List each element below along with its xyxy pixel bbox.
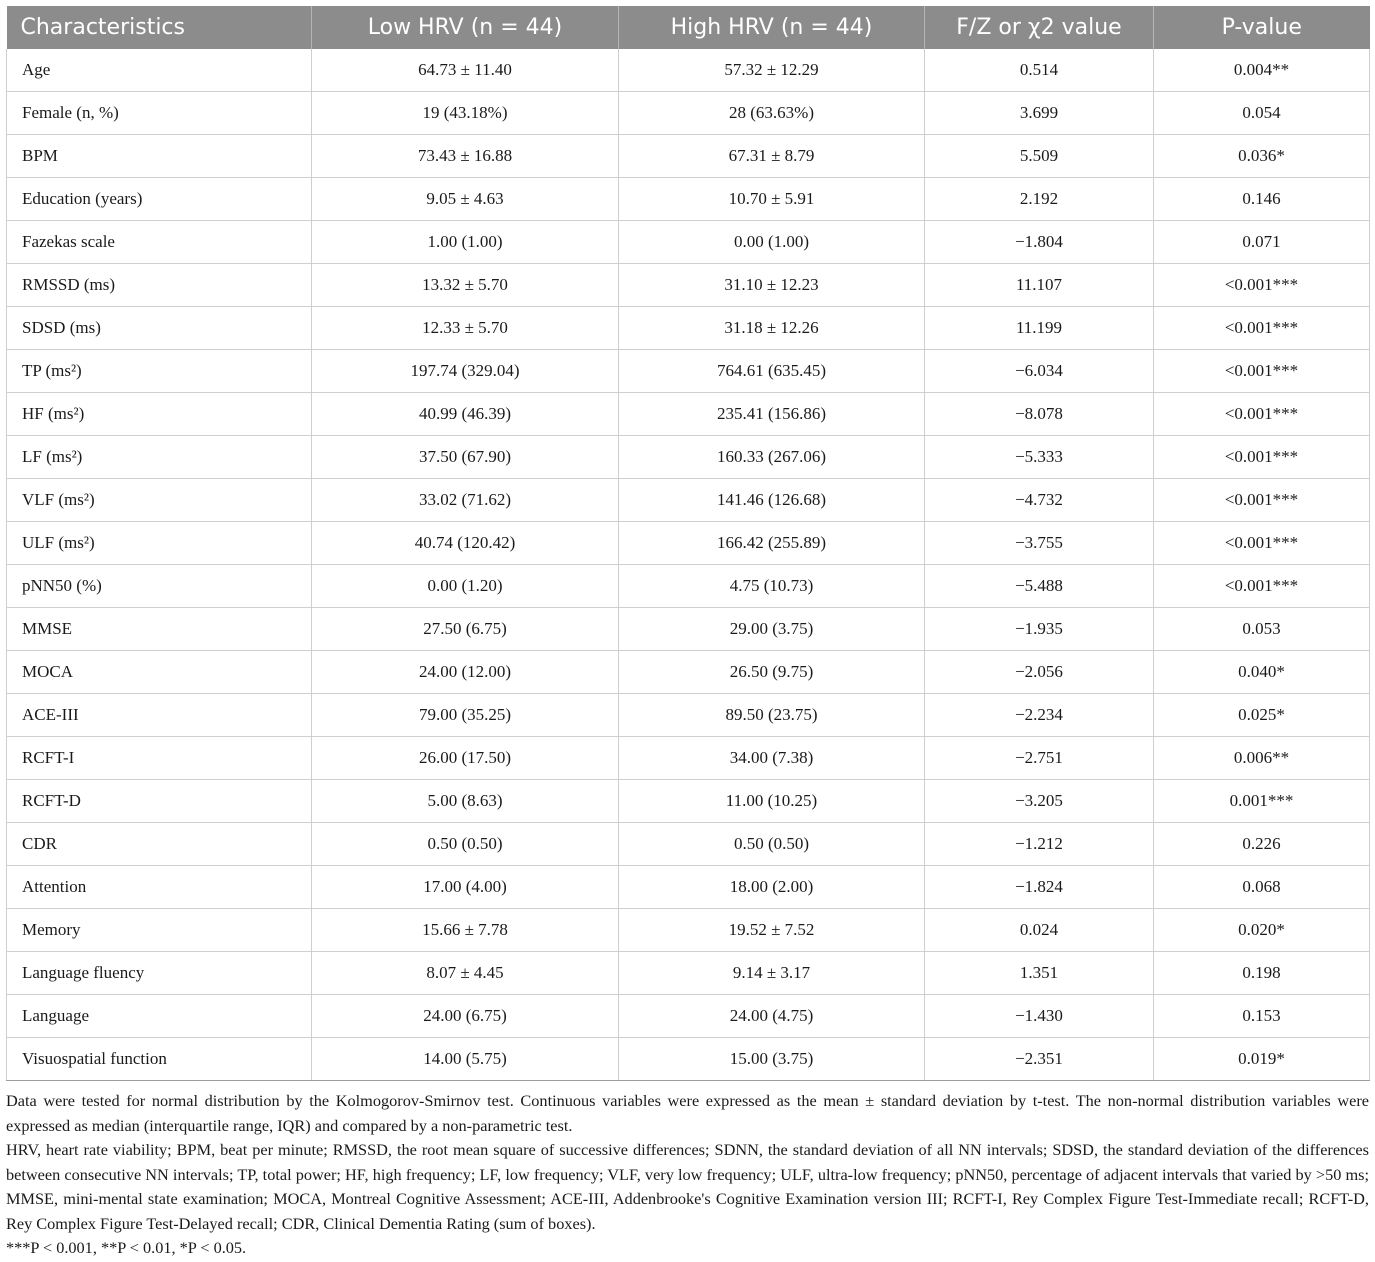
table-container bbox=[6, 6, 1369, 1261]
footnote-abbreviations: HRV, heart rate viability; BPM, beat per minute; RMSSD, the root mean square of successive differences; SDNN, the standard deviation of all NN intervals; SDSD, the standard deviation of the differences between consecutive NN intervals; TP, total power; HF, high frequency; LF, low frequency; VLF, very low frequency; ULF, ultra-low frequency; pNN50, percentage of adjacent intervals that varied by >50 ms; MMSE, mini-mental state examination; MOCA, Montreal Cognitive Assessment; ACE-III, Addenbrooke's Cognitive Examination version III; RCFT-I, Rey Complex Figure Test-Immediate recall; RCFT-D, Rey Complex Figure Test-Delayed recall; CDR, Clinical Dementia Rating (sum of boxes). bbox=[6, 1140, 1369, 1233]
cell-characteristic: SDSD (ms) bbox=[7, 307, 312, 350]
cell-p-value: 0.001*** bbox=[1154, 780, 1370, 823]
cell-characteristic: RCFT-I bbox=[7, 737, 312, 780]
cell-p-value: <0.001*** bbox=[1154, 393, 1370, 436]
cell-characteristic: HF (ms²) bbox=[7, 393, 312, 436]
cell-high-hrv: 764.61 (635.45) bbox=[619, 350, 925, 393]
cell-statistic: 0.514 bbox=[925, 49, 1154, 92]
header-characteristics: Characteristics bbox=[7, 6, 312, 49]
cell-statistic: 0.024 bbox=[925, 909, 1154, 952]
cell-statistic: −1.212 bbox=[925, 823, 1154, 866]
cell-low-hrv: 27.50 (6.75) bbox=[312, 608, 619, 651]
cell-low-hrv: 12.33 ± 5.70 bbox=[312, 307, 619, 350]
cell-p-value: 0.153 bbox=[1154, 995, 1370, 1038]
cell-low-hrv: 40.74 (120.42) bbox=[312, 522, 619, 565]
cell-high-hrv: 235.41 (156.86) bbox=[619, 393, 925, 436]
table-row bbox=[7, 737, 1370, 780]
cell-statistic: −2.056 bbox=[925, 651, 1154, 694]
cell-statistic: −2.234 bbox=[925, 694, 1154, 737]
cell-statistic: 2.192 bbox=[925, 178, 1154, 221]
cell-statistic: −1.804 bbox=[925, 221, 1154, 264]
cell-characteristic: MOCA bbox=[7, 651, 312, 694]
cell-statistic: 1.351 bbox=[925, 952, 1154, 995]
cell-p-value: 0.053 bbox=[1154, 608, 1370, 651]
cell-p-value: 0.198 bbox=[1154, 952, 1370, 995]
header-low-hrv: Low HRV (n = 44) bbox=[312, 6, 619, 49]
cell-high-hrv: 0.00 (1.00) bbox=[619, 221, 925, 264]
cell-statistic: −6.034 bbox=[925, 350, 1154, 393]
cell-statistic: −3.755 bbox=[925, 522, 1154, 565]
cell-low-hrv: 24.00 (12.00) bbox=[312, 651, 619, 694]
table-row bbox=[7, 135, 1370, 178]
cell-p-value: <0.001*** bbox=[1154, 350, 1370, 393]
cell-characteristic: CDR bbox=[7, 823, 312, 866]
cell-p-value: 0.226 bbox=[1154, 823, 1370, 866]
cell-high-hrv: 141.46 (126.68) bbox=[619, 479, 925, 522]
table-row bbox=[7, 823, 1370, 866]
table-row bbox=[7, 350, 1370, 393]
cell-characteristic: Fazekas scale bbox=[7, 221, 312, 264]
table-row bbox=[7, 565, 1370, 608]
cell-low-hrv: 197.74 (329.04) bbox=[312, 350, 619, 393]
cell-statistic: −2.751 bbox=[925, 737, 1154, 780]
cell-characteristic: Memory bbox=[7, 909, 312, 952]
table-row bbox=[7, 694, 1370, 737]
cell-high-hrv: 57.32 ± 12.29 bbox=[619, 49, 925, 92]
table-row bbox=[7, 995, 1370, 1038]
cell-statistic: 11.107 bbox=[925, 264, 1154, 307]
cell-p-value: 0.004** bbox=[1154, 49, 1370, 92]
cell-statistic: −1.935 bbox=[925, 608, 1154, 651]
cell-low-hrv: 5.00 (8.63) bbox=[312, 780, 619, 823]
cell-characteristic: Age bbox=[7, 49, 312, 92]
cell-low-hrv: 19 (43.18%) bbox=[312, 92, 619, 135]
cell-high-hrv: 15.00 (3.75) bbox=[619, 1038, 925, 1081]
cell-characteristic: VLF (ms²) bbox=[7, 479, 312, 522]
cell-characteristic: MMSE bbox=[7, 608, 312, 651]
table-row bbox=[7, 307, 1370, 350]
cell-characteristic: Education (years) bbox=[7, 178, 312, 221]
cell-low-hrv: 13.32 ± 5.70 bbox=[312, 264, 619, 307]
header-statistic: F/Z or χ2 value bbox=[925, 6, 1154, 49]
table-row bbox=[7, 1038, 1370, 1081]
table-row bbox=[7, 49, 1370, 92]
cell-p-value: <0.001*** bbox=[1154, 264, 1370, 307]
table-row bbox=[7, 522, 1370, 565]
cell-characteristic: pNN50 (%) bbox=[7, 565, 312, 608]
cell-p-value: 0.146 bbox=[1154, 178, 1370, 221]
cell-statistic: −8.078 bbox=[925, 393, 1154, 436]
cell-high-hrv: 18.00 (2.00) bbox=[619, 866, 925, 909]
cell-characteristic: LF (ms²) bbox=[7, 436, 312, 479]
cell-low-hrv: 0.50 (0.50) bbox=[312, 823, 619, 866]
table-row bbox=[7, 436, 1370, 479]
table-row bbox=[7, 952, 1370, 995]
cell-p-value: <0.001*** bbox=[1154, 479, 1370, 522]
characteristics-table bbox=[6, 6, 1370, 1081]
cell-p-value: 0.068 bbox=[1154, 866, 1370, 909]
header-high-hrv: High HRV (n = 44) bbox=[619, 6, 925, 49]
cell-high-hrv: 166.42 (255.89) bbox=[619, 522, 925, 565]
cell-low-hrv: 9.05 ± 4.63 bbox=[312, 178, 619, 221]
cell-high-hrv: 24.00 (4.75) bbox=[619, 995, 925, 1038]
cell-high-hrv: 9.14 ± 3.17 bbox=[619, 952, 925, 995]
cell-high-hrv: 11.00 (10.25) bbox=[619, 780, 925, 823]
cell-high-hrv: 28 (63.63%) bbox=[619, 92, 925, 135]
table-body bbox=[7, 49, 1370, 1081]
cell-high-hrv: 19.52 ± 7.52 bbox=[619, 909, 925, 952]
cell-low-hrv: 1.00 (1.00) bbox=[312, 221, 619, 264]
cell-high-hrv: 160.33 (267.06) bbox=[619, 436, 925, 479]
cell-statistic: 5.509 bbox=[925, 135, 1154, 178]
cell-characteristic: TP (ms²) bbox=[7, 350, 312, 393]
table-row bbox=[7, 393, 1370, 436]
cell-statistic: −2.351 bbox=[925, 1038, 1154, 1081]
cell-low-hrv: 24.00 (6.75) bbox=[312, 995, 619, 1038]
cell-characteristic: Attention bbox=[7, 866, 312, 909]
cell-characteristic: Visuospatial function bbox=[7, 1038, 312, 1081]
table-row bbox=[7, 608, 1370, 651]
cell-p-value: <0.001*** bbox=[1154, 565, 1370, 608]
cell-characteristic: RMSSD (ms) bbox=[7, 264, 312, 307]
cell-characteristic: ACE-III bbox=[7, 694, 312, 737]
cell-high-hrv: 4.75 (10.73) bbox=[619, 565, 925, 608]
cell-high-hrv: 26.50 (9.75) bbox=[619, 651, 925, 694]
cell-statistic: −5.333 bbox=[925, 436, 1154, 479]
table-row bbox=[7, 866, 1370, 909]
cell-high-hrv: 10.70 ± 5.91 bbox=[619, 178, 925, 221]
table-row bbox=[7, 909, 1370, 952]
footnote-normality: Data were tested for normal distribution by the Kolmogorov-Smirnov test. Continuous variables were expressed as the mean ± standard deviation by t-test. The non-normal distribution variables were expressed as median (interquartile range, IQR) and compared by a non-parametric test. bbox=[6, 1091, 1369, 1135]
cell-high-hrv: 29.00 (3.75) bbox=[619, 608, 925, 651]
cell-p-value: <0.001*** bbox=[1154, 522, 1370, 565]
cell-low-hrv: 15.66 ± 7.78 bbox=[312, 909, 619, 952]
cell-low-hrv: 33.02 (71.62) bbox=[312, 479, 619, 522]
cell-statistic: −3.205 bbox=[925, 780, 1154, 823]
cell-characteristic: Language fluency bbox=[7, 952, 312, 995]
footnote-significance: ***P < 0.001, **P < 0.01, *P < 0.05. bbox=[6, 1238, 247, 1257]
cell-p-value: <0.001*** bbox=[1154, 307, 1370, 350]
cell-p-value: 0.020* bbox=[1154, 909, 1370, 952]
cell-low-hrv: 0.00 (1.20) bbox=[312, 565, 619, 608]
cell-p-value: 0.019* bbox=[1154, 1038, 1370, 1081]
cell-low-hrv: 73.43 ± 16.88 bbox=[312, 135, 619, 178]
cell-statistic: −4.732 bbox=[925, 479, 1154, 522]
cell-low-hrv: 64.73 ± 11.40 bbox=[312, 49, 619, 92]
cell-high-hrv: 34.00 (7.38) bbox=[619, 737, 925, 780]
cell-statistic: −5.488 bbox=[925, 565, 1154, 608]
cell-p-value: 0.036* bbox=[1154, 135, 1370, 178]
cell-high-hrv: 0.50 (0.50) bbox=[619, 823, 925, 866]
cell-low-hrv: 40.99 (46.39) bbox=[312, 393, 619, 436]
cell-p-value: 0.025* bbox=[1154, 694, 1370, 737]
cell-low-hrv: 37.50 (67.90) bbox=[312, 436, 619, 479]
table-row bbox=[7, 221, 1370, 264]
cell-characteristic: RCFT-D bbox=[7, 780, 312, 823]
table-row bbox=[7, 178, 1370, 221]
cell-statistic: −1.824 bbox=[925, 866, 1154, 909]
cell-low-hrv: 14.00 (5.75) bbox=[312, 1038, 619, 1081]
cell-statistic: 11.199 bbox=[925, 307, 1154, 350]
cell-characteristic: Language bbox=[7, 995, 312, 1038]
cell-low-hrv: 79.00 (35.25) bbox=[312, 694, 619, 737]
cell-characteristic: BPM bbox=[7, 135, 312, 178]
table-row bbox=[7, 780, 1370, 823]
table-footnotes bbox=[6, 1089, 1369, 1261]
cell-characteristic: Female (n, %) bbox=[7, 92, 312, 135]
cell-p-value: 0.040* bbox=[1154, 651, 1370, 694]
header-p-value: P-value bbox=[1154, 6, 1370, 49]
cell-high-hrv: 67.31 ± 8.79 bbox=[619, 135, 925, 178]
cell-p-value: 0.006** bbox=[1154, 737, 1370, 780]
cell-characteristic: ULF (ms²) bbox=[7, 522, 312, 565]
cell-statistic: −1.430 bbox=[925, 995, 1154, 1038]
cell-p-value: 0.054 bbox=[1154, 92, 1370, 135]
table-row bbox=[7, 264, 1370, 307]
cell-statistic: 3.699 bbox=[925, 92, 1154, 135]
table-row bbox=[7, 651, 1370, 694]
cell-p-value: <0.001*** bbox=[1154, 436, 1370, 479]
table-row bbox=[7, 92, 1370, 135]
table-header bbox=[7, 6, 1370, 49]
cell-low-hrv: 26.00 (17.50) bbox=[312, 737, 619, 780]
header-row bbox=[7, 6, 1370, 49]
cell-high-hrv: 89.50 (23.75) bbox=[619, 694, 925, 737]
table-row bbox=[7, 479, 1370, 522]
cell-high-hrv: 31.18 ± 12.26 bbox=[619, 307, 925, 350]
cell-low-hrv: 8.07 ± 4.45 bbox=[312, 952, 619, 995]
cell-p-value: 0.071 bbox=[1154, 221, 1370, 264]
cell-low-hrv: 17.00 (4.00) bbox=[312, 866, 619, 909]
cell-high-hrv: 31.10 ± 12.23 bbox=[619, 264, 925, 307]
